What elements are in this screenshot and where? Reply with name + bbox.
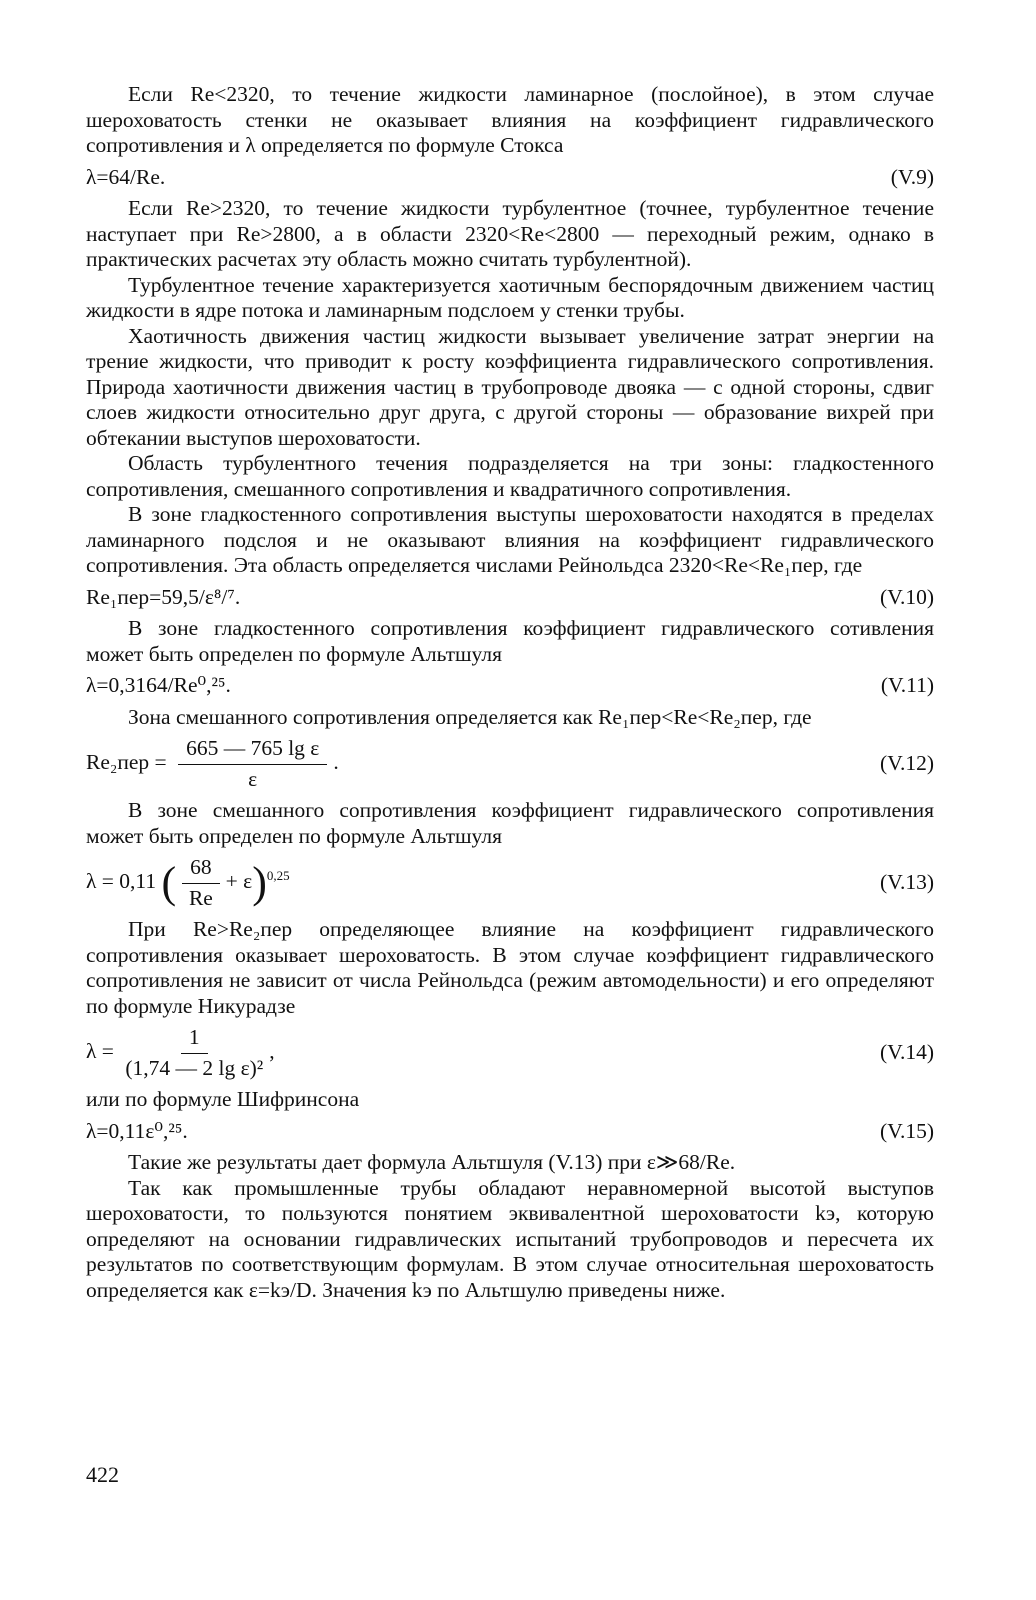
paragraph: Турбулентное течение характеризуется хаотичным беспорядочным движением частиц жидкости в ядре потока и ламинарным подслоем у стенки трубы. — [86, 272, 934, 322]
equation-power: 0,25 — [266, 867, 290, 883]
equation-lhs: Re₂пер = — [86, 749, 167, 774]
equation-formula — [86, 736, 339, 792]
equation-v10 — [86, 585, 934, 611]
equation-number: (V.14) — [880, 1040, 934, 1065]
paragraph: или по формуле Шифринсона — [86, 1087, 360, 1111]
paragraph: В зоне гладкостенного сопротивления выступы шероховатости находятся в пределах ламинарного подслоя и не оказывают влияния на коэффициент гидравлического сопротивления. Эта область определяется числами Рейнольдса 2320<Re<Re₁пер, где — [86, 502, 934, 577]
equation-plus-term: + ε — [225, 868, 253, 893]
left-paren: ( — [161, 858, 177, 907]
equation-v14 — [86, 1025, 934, 1081]
equation-v13 — [86, 855, 934, 911]
paragraph: В зоне смешанного сопротивления коэффициент гидравлического сопротивления может быть определен по формуле Альтшуля — [86, 798, 934, 848]
equation-formula — [86, 855, 290, 911]
equation-tail: . — [333, 749, 339, 774]
equation-formula: λ=0,11ε⁰,²⁵. — [86, 1118, 188, 1143]
fraction-numerator: 665 — 765 lg ε — [178, 736, 327, 765]
fraction-denominator: (1,74 — 2 lg ε)² — [125, 1055, 264, 1080]
page-number: 422 — [86, 1462, 119, 1487]
equation-formula: λ=0,3164/Re⁰,²⁵. — [86, 673, 231, 697]
paragraph: Зона смешанного сопротивления определяется как Re₁пер<Re<Re₂пер, где — [128, 704, 812, 729]
equation-number: (V.9) — [890, 164, 934, 189]
equation-number: (V.10) — [880, 584, 934, 609]
fraction-numerator: 68 — [182, 855, 220, 884]
equation-number: (V.11) — [880, 673, 934, 697]
equation-number: (V.12) — [880, 751, 934, 776]
equation-number: (V.15) — [880, 1118, 934, 1143]
equation-formula: λ=64/Re. — [86, 164, 166, 189]
paragraph: Если Re>2320, то течение жидкости турбулентное (точнее, турбулентное течение наступает при Re>2800, а в области 2320<Re<2800 — переходный режим, однако в практических расчетах эту область можно считать турбулентной). — [86, 196, 934, 271]
fraction — [182, 855, 220, 911]
paragraph: Область турбулентного течения подразделяется на три зоны: гладкостенного сопротивления, смешанного сопротивления и квадратичного сопротивления. — [86, 451, 934, 501]
fraction — [178, 736, 327, 792]
right-paren: ) — [252, 858, 267, 907]
equation-lhs: λ = — [86, 1038, 114, 1063]
paragraph: Такие же результаты дает формула Альтшуля (V.13) при ε≫68/Re. — [128, 1150, 736, 1174]
equation-v12 — [86, 736, 934, 792]
paragraph: Так как промышленные трубы обладают неравномерной высотой выступов шероховатости, то пользуются понятием эквивалентной шероховатости kэ, которую определяют на основании гидравлических испытаний трубопроводов и пересчета их результатов по соответствующим формулам. В этом случае относительная шероховатость определяется как ε=kэ/D. Значения kэ по Альтшулю приведены ниже. — [86, 1175, 934, 1302]
fraction-denominator: ε — [248, 766, 258, 791]
paragraph: При Re>Re₂пер определяющее влияние на коэффициент гидравлического сопротивления оказывает шероховатость. В этом случае коэффициент гидравлического сопротивления не зависит от числа Рейнольдса (режим автомодельности) и его определяют по формуле Никурадзе — [86, 917, 934, 1018]
fraction — [125, 1025, 263, 1081]
equation-formula — [86, 1025, 275, 1081]
paragraph: В зоне гладкостенного сопротивления коэффициент гидравлического сотивления может быть определен по формуле Альтшуля — [86, 616, 934, 666]
equation-lhs: λ = 0,11 — [86, 868, 157, 893]
paragraph: Если Re<2320, то течение жидкости ламинарное (послойное), в этом случае шероховатость стенки не оказывает влияния на коэффициент гидравлического сопротивления и λ определяется по формуле Стокса — [86, 82, 934, 157]
equation-tail: , — [269, 1038, 275, 1063]
paragraph: Хаотичность движения частиц жидкости вызывает увеличение затрат энергии на трение жидкости, что приводит к росту коэффициента гидравлического сопротивления. Природа хаотичности движения частиц в трубопроводе двояка — с одной стороны, сдвиг слоев жидкости относительно друг друга, с другой стороны — образование вихрей при обтекании выступов шероховатости. — [86, 323, 934, 450]
equation-v15 — [86, 1119, 934, 1145]
fraction-denominator: Re — [188, 885, 213, 910]
body-text — [86, 82, 934, 1303]
equation-number: (V.13) — [880, 870, 934, 895]
equation-formula: Re₁пер=59,5/ε⁸/⁷. — [86, 584, 241, 609]
equation-v11 — [86, 673, 934, 699]
equation-v9 — [86, 165, 934, 191]
fraction-numerator: 1 — [181, 1025, 208, 1054]
